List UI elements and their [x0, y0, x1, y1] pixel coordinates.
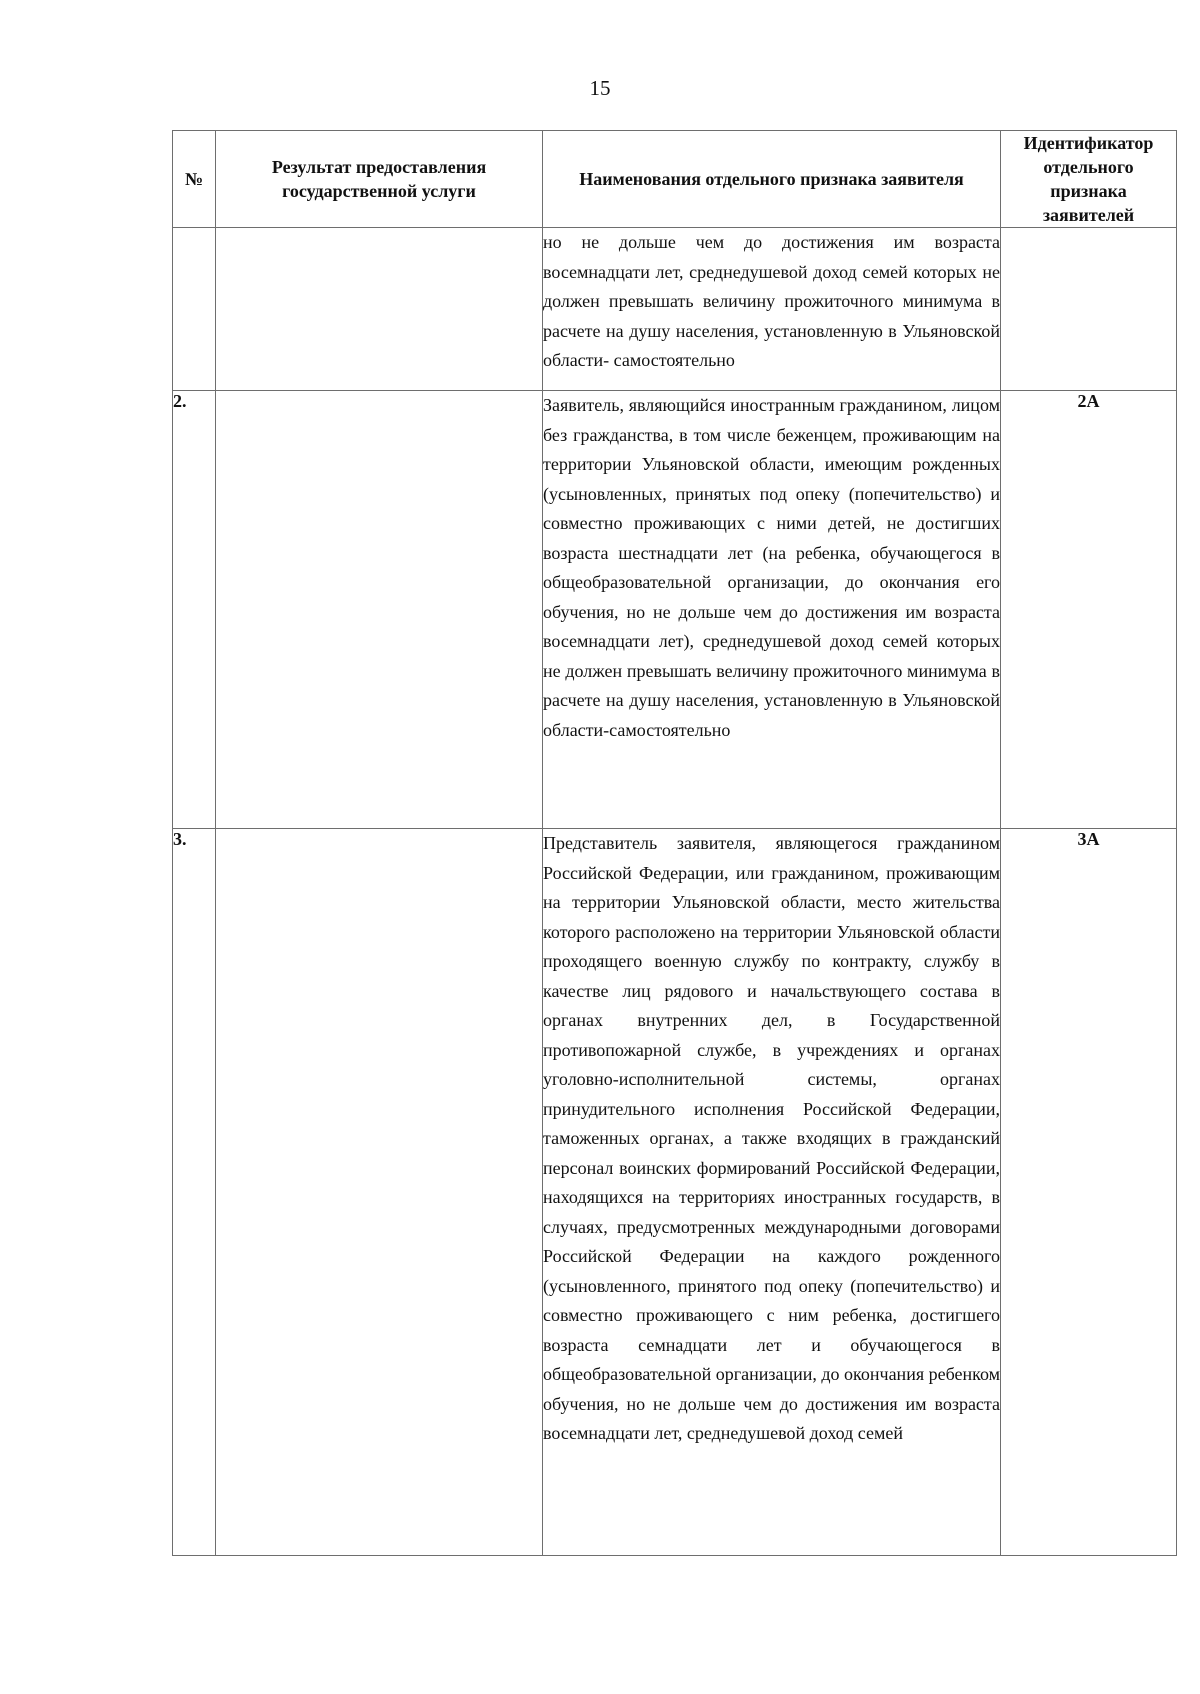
- row-result: [216, 228, 543, 391]
- row-feature-text: Представитель заявителя, являющегося гражданином Российской Федерации, или гражданином, проживающим на территории Ульяновской области, место жительства которого расположено на территории Ульяновской области проходящего военную службу по контракту, службу в качестве лиц рядового и начальствующего состава в органах внутренних дел, в Государственной противопожарной службе, в учреждениях и органах уголовно-исполнительной системы, органах принудительного исполнения Российской Федерации, таможенных органах, а также входящих в гражданский персонал воинских формирований Российской Федерации, находящихся на территориях иностранных государств, в случаях, предусмотренных международными договорами Российской Федерации на каждого рожденного (усыновленного, принятого под опеку (попечительство) и совместно проживающего с ним ребенка, достигшего возраста семнадцати лет и обучающегося в общеобразовательной организации, до окончания ребенком обучения, но не дольше чем до достижения им возраста восемнадцати лет, среднедушевой доход семей: [543, 829, 1001, 1556]
- header-result: [216, 131, 543, 228]
- header-number: №: [173, 131, 216, 228]
- row-feature-text: Заявитель, являющийся иностранным гражданином, лицом без гражданства, в том числе беженцем, проживающим на территории Ульяновской области, имеющим рожденных (усыновленных, принятых под опеку (попечительство) и совместно проживающих с ними детей, не достигших возраста шестнадцати лет (на ребенка, обучающегося в общеобразовательной организации, до окончания его обучения, но не дольше чем до достижения им возраста восемнадцати лет), среднедушевой доход семей которых не должен превышать величину прожиточного минимума в расчете на душу населения, установленную в Ульяновской области-самостоятельно: [543, 391, 1001, 829]
- row-identifier: 2А: [1001, 391, 1177, 829]
- row-identifier: [1001, 228, 1177, 391]
- row-result: [216, 829, 543, 1556]
- applicant-features-table: [172, 130, 1177, 1556]
- header-feature-name: [543, 131, 1001, 228]
- table-row: [173, 829, 1177, 1556]
- table-row: [173, 391, 1177, 829]
- row-number: [173, 228, 216, 391]
- table-row: [173, 228, 1177, 391]
- header-feature-name-label: Наименования отдельного признака заявителя: [579, 169, 964, 189]
- table-header-row: [173, 131, 1177, 228]
- page-number: 15: [589, 76, 611, 100]
- row-result: [216, 391, 543, 829]
- row-feature-text: но не дольше чем до достижения им возраста восемнадцати лет, среднедушевой доход семей которых не должен превышать величину прожиточного минимума в расчете на душу населения, установленную в Ульяновской области- самостоятельно: [543, 228, 1001, 391]
- row-number: 2.: [173, 391, 216, 829]
- header-result-label: Результат предоставления государственной услуги: [271, 157, 487, 201]
- header-identifier: [1001, 131, 1177, 228]
- row-identifier: 3А: [1001, 829, 1177, 1556]
- row-number: 3.: [173, 829, 216, 1556]
- header-identifier-label: Идентификатор отдельного признака заявителей: [1023, 133, 1154, 225]
